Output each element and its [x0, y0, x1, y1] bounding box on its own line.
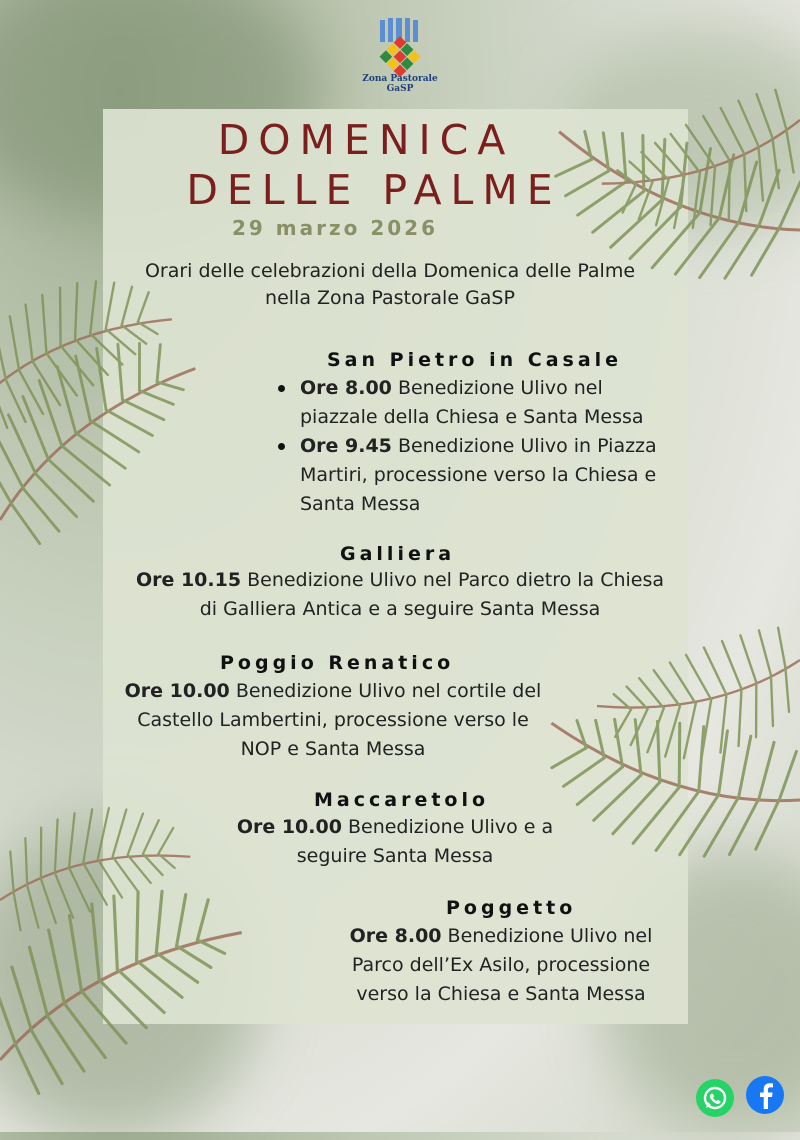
logo-text: Zona Pastorale GaSP — [362, 74, 438, 94]
facebook-icon[interactable] — [746, 1076, 784, 1114]
section-maccaretolo-text — [230, 813, 560, 871]
zona-pastorale-logo — [352, 18, 448, 94]
section-title-maccaretolo: Maccaretolo — [314, 789, 490, 811]
title-line-2: DELLE PALME — [186, 166, 562, 214]
list-item — [278, 432, 678, 519]
event-time: Ore 10.00 — [124, 680, 230, 702]
event-description: Benedizione Ulivo nel piazzale della Chiesa e Santa Messa — [300, 377, 644, 428]
event-description: Benedizione Ulivo nel Parco dietro la Chiesa di Galliera Antica e a seguire Santa Messa — [199, 569, 665, 620]
section-galliera-text — [130, 566, 670, 624]
section-poggio-renatico-text — [118, 677, 548, 764]
section-title-poggio-renatico: Poggio Renatico — [220, 652, 455, 674]
event-time: Ore 9.45 — [300, 435, 392, 457]
list-item — [278, 374, 678, 432]
event-time: Ore 8.00 — [349, 925, 442, 947]
event-time: Ore 10.15 — [135, 569, 242, 591]
section-poggetto-text — [336, 922, 666, 1009]
event-description: Benedizione Ulivo nel cortile del Castello Lambertini, processione verso le NOP e Santa Messa — [137, 680, 542, 760]
event-description: Benedizione Ulivo in Piazza Martiri, processione verso la Chiesa e Santa Messa — [300, 435, 657, 515]
whatsapp-icon[interactable] — [696, 1079, 734, 1117]
section-san-pietro-list — [278, 374, 678, 519]
section-title-poggetto: Poggetto — [446, 897, 577, 919]
intro-text: Orari delle celebrazioni della Domenica delle Palme nella Zona Pastorale GaSP — [144, 260, 636, 309]
section-title-galliera: Galliera — [340, 543, 456, 565]
event-description: Benedizione Ulivo nel Parco dell’Ex Asilo, processione verso la Chiesa e Santa Messa — [351, 925, 653, 1005]
facebook-glyph-icon — [754, 1081, 776, 1109]
event-time: Ore 10.00 — [236, 816, 342, 838]
event-description: Benedizione Ulivo e a seguire Santa Messa — [296, 816, 554, 867]
event-date: 29 marzo 2026 — [232, 216, 439, 240]
event-time: Ore 8.00 — [300, 377, 392, 399]
section-title-san-pietro: San Pietro in Casale — [327, 349, 623, 371]
title-line-1: DOMENICA — [217, 116, 515, 164]
whatsapp-glyph-icon — [702, 1085, 728, 1111]
